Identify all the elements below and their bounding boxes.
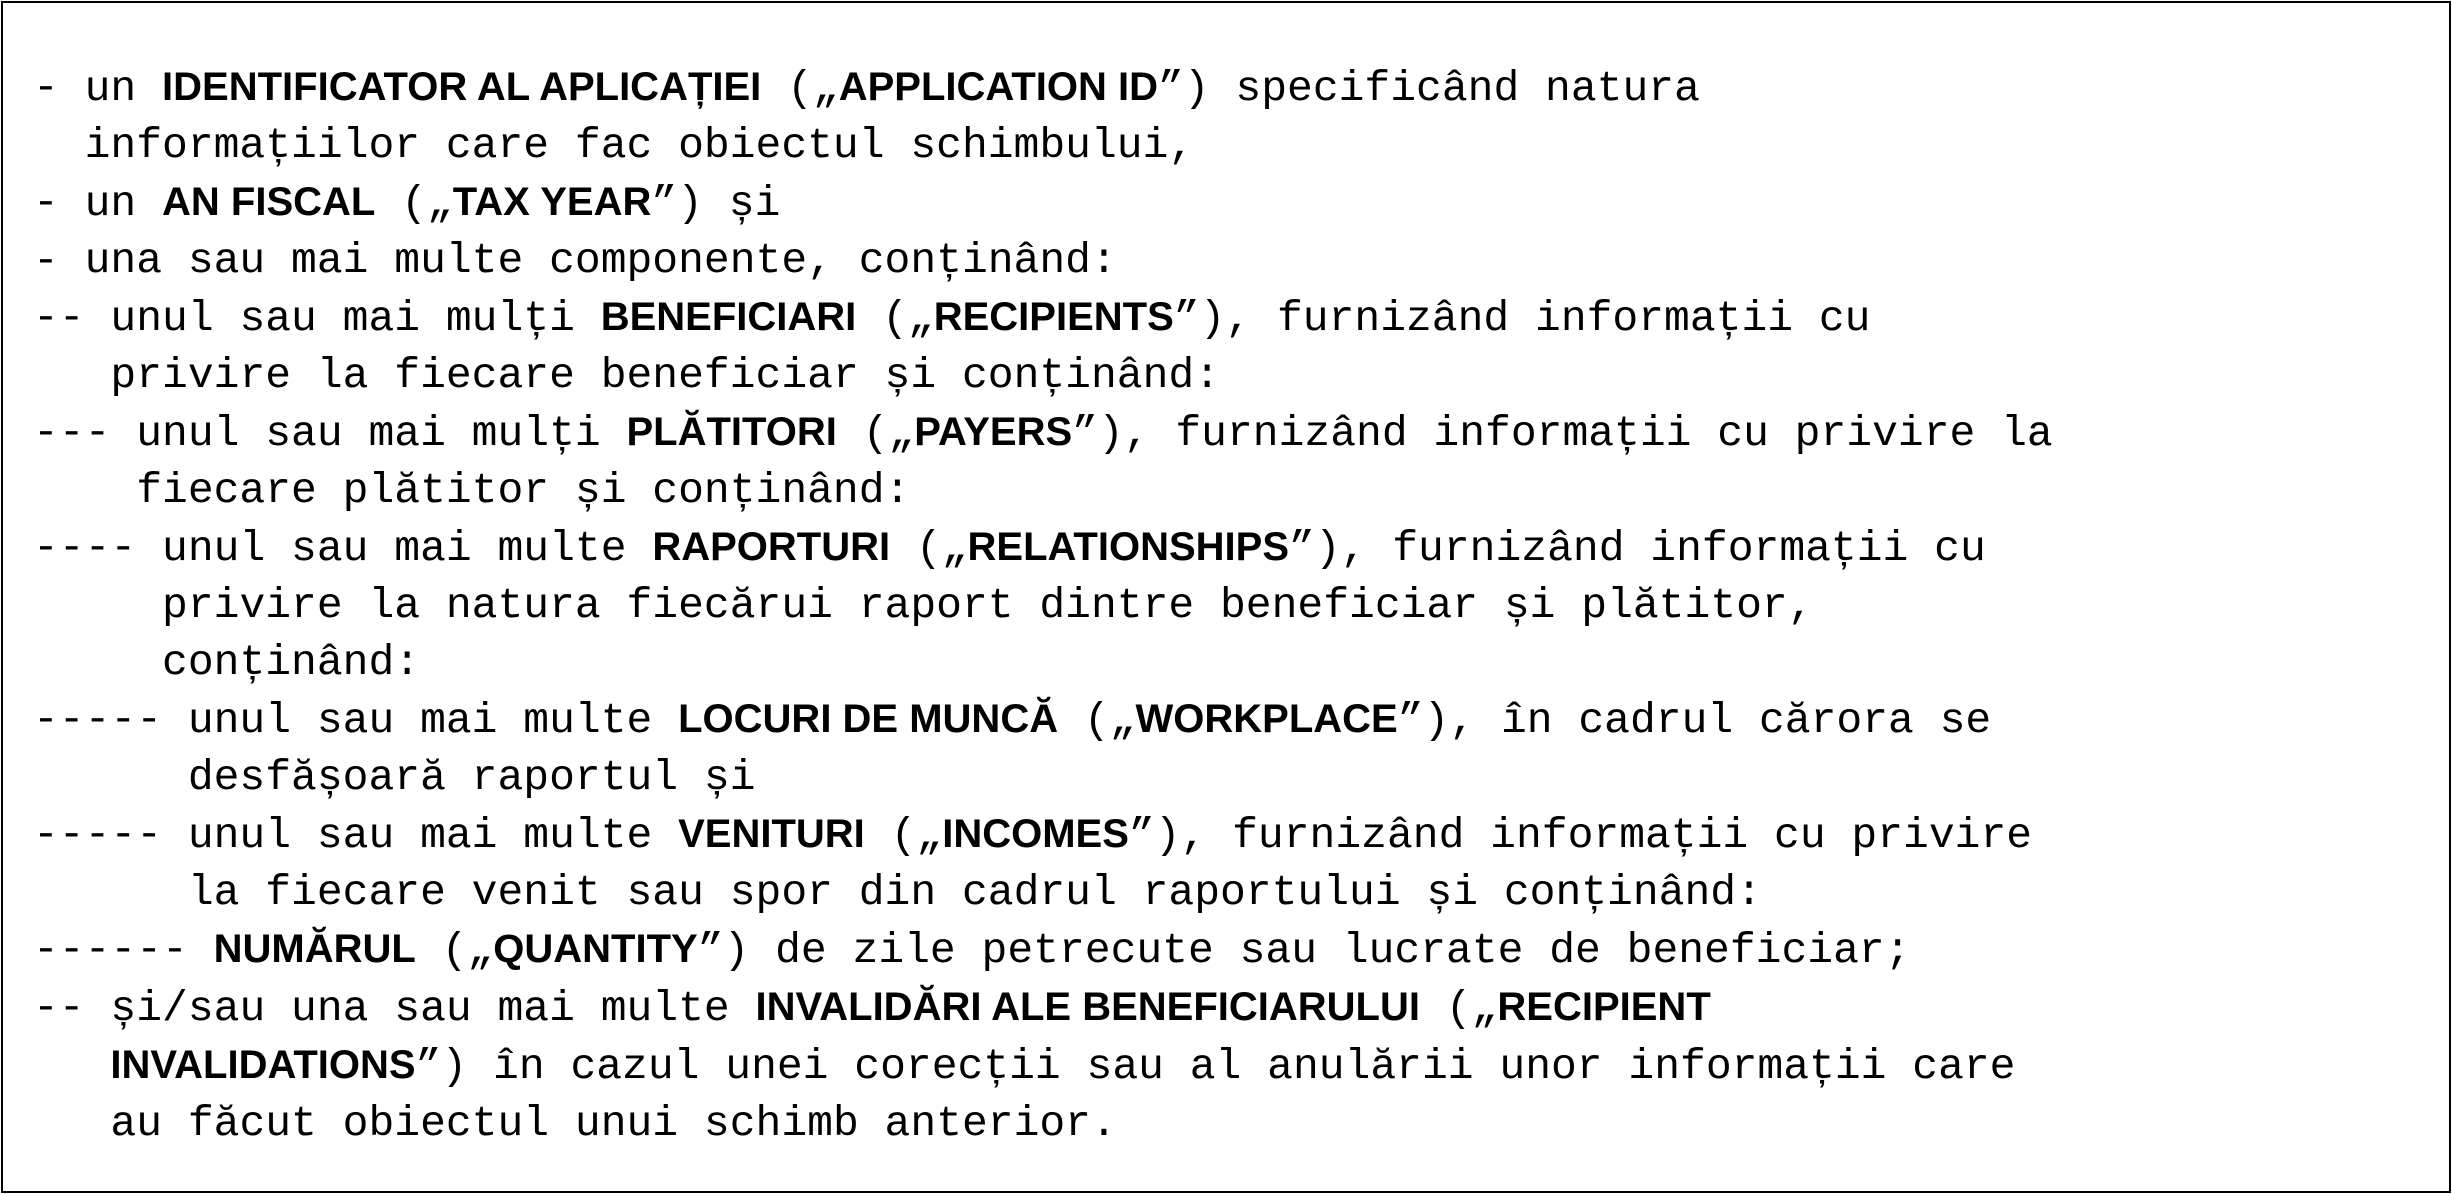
list-item-text: unul sau mai multe LOCURI DE MUNCĂ („WORKPLACE”), în cadrul cărora se desfășoară raportul și xyxy=(187,696,1992,802)
list-item-payers xyxy=(33,404,2433,519)
list-marker: ----- xyxy=(33,810,188,859)
list-item-text: și/sau una sau mai multe INVALIDĂRI ALE BENEFICIARULUI („RECIPIENT INVALIDATIONS”) în cazul unei corecții sau al anulării unor informații care au făcut obiectul unui schimb anterior. xyxy=(110,984,2016,1148)
term-keyword: LOCURI DE MUNCĂ xyxy=(678,697,1059,741)
list-item-recipient-invalidations xyxy=(33,979,2433,1152)
list-item-text: unul sau mai multe RAPORTURI („RELATIONSHIPS”), furnizând informații cu privire la natura fiecărui raport dintre beneficiar și plătitor, conținând: xyxy=(162,524,1986,687)
list-item-text: unul sau mai multe VENITURI („INCOMES”), furnizând informații cu privire la fiecare venit sau spor din cadrul raportului și conținând: xyxy=(187,811,2033,917)
list-marker: -- xyxy=(33,983,111,1032)
english-term: RECIPIENTS xyxy=(933,295,1174,339)
list-marker: ----- xyxy=(33,695,188,744)
english-term: APPLICATION ID xyxy=(838,65,1158,109)
list-marker: - xyxy=(33,63,85,112)
term-keyword: NUMĂRUL xyxy=(213,927,416,971)
list-marker: --- xyxy=(33,408,137,457)
list-item-relationships xyxy=(33,519,2433,691)
list-item-text: unul sau mai mulți PLĂTITORI („PAYERS”), furnizând informații cu privire la fiecare plătitor și conținând: xyxy=(136,409,2053,515)
term-keyword: BENEFICIARI xyxy=(600,295,857,339)
term-keyword: PLĂTITORI xyxy=(626,410,837,454)
list-marker: ---- xyxy=(33,523,163,572)
english-term: PAYERS xyxy=(914,410,1073,454)
english-term: RELATIONSHIPS xyxy=(967,525,1290,569)
list-item-recipients xyxy=(33,289,2433,404)
list-marker: -- xyxy=(33,293,111,342)
list-item-text: unul sau mai mulți BENEFICIARI („RECIPIENTS”), furnizând informații cu privire la fiecare beneficiar și conținând: xyxy=(110,294,1871,400)
list-item-components xyxy=(33,232,2433,289)
english-term: QUANTITY xyxy=(493,927,698,971)
english-term: INCOMES xyxy=(942,812,1129,856)
document-body xyxy=(33,59,2433,1152)
term-keyword: VENITURI xyxy=(678,812,865,856)
english-term: WORKPLACE xyxy=(1135,697,1398,741)
list-item-text: un IDENTIFICATOR AL APLICAȚIEI („APPLICATION ID”) specificând natura informațiilor care fac obiectul schimbului, xyxy=(84,64,1700,170)
list-item-text: una sau mai multe componente, conținând: xyxy=(84,236,1117,285)
list-item-application-id xyxy=(33,59,2433,174)
list-item-text: NUMĂRUL („QUANTITY”) de zile petrecute sau lucrate de beneficiar; xyxy=(213,926,1911,975)
list-marker: - xyxy=(33,236,85,285)
term-keyword: AN FISCAL xyxy=(162,180,376,224)
list-marker: - xyxy=(33,178,85,227)
list-item-tax-year xyxy=(33,174,2433,232)
list-item-workplace xyxy=(33,691,2433,806)
list-marker: ------ xyxy=(33,925,214,974)
english-term: TAX YEAR xyxy=(452,180,652,224)
list-item-incomes xyxy=(33,806,2433,921)
list-item-quantity xyxy=(33,921,2433,979)
english-term: RECIPIENT INVALIDATIONS xyxy=(110,985,1711,1087)
term-keyword: RAPORTURI xyxy=(652,525,891,569)
term-keyword: INVALIDĂRI ALE BENEFICIARULUI xyxy=(755,985,1420,1029)
document-frame xyxy=(1,1,2451,1193)
list-item-text: un AN FISCAL („TAX YEAR”) și xyxy=(84,179,781,228)
term-keyword: IDENTIFICATOR AL APLICAȚIEI xyxy=(162,65,762,109)
